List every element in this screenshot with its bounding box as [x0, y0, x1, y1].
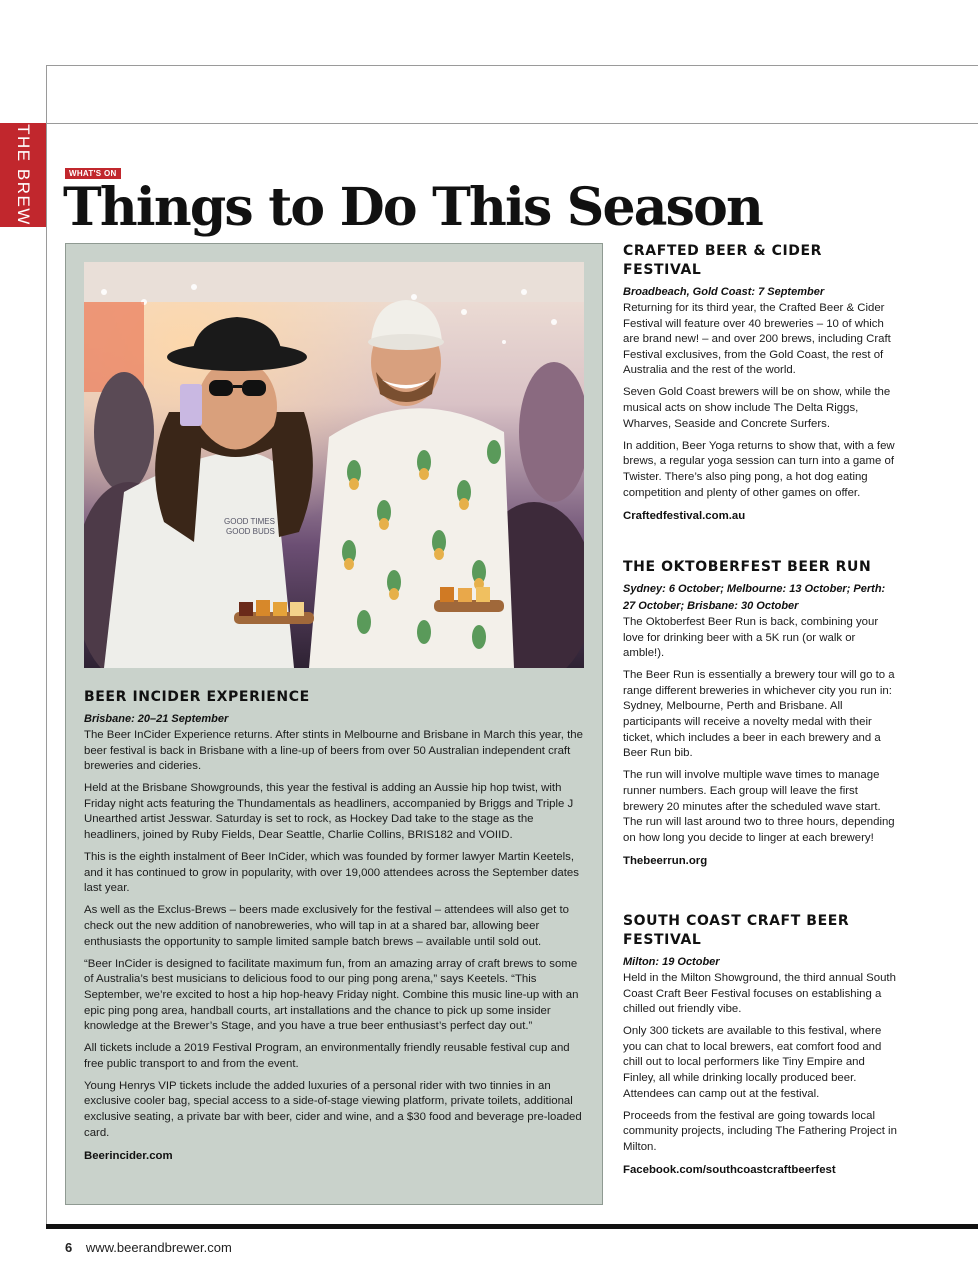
article-paragraph: The Oktoberfest Beer Run is back, combining your love for drinking beer with a 5K run (or walk or amble!). — [623, 616, 879, 660]
article-dates: Sydney: 6 October; Melbourne: 13 October; Perth: 27 October; Brisbane: 30 October — [623, 583, 886, 612]
article-url: Facebook.com/southcoastcraftbeerfest — [623, 1164, 836, 1177]
article-paragraph: Proceeds from the festival are going towards local community projects, including The Fathering Project in Milton. — [623, 1109, 897, 1153]
article-beer-incider — [84, 688, 586, 1164]
footer-rule — [46, 1224, 978, 1229]
article-url: Craftedfestival.com.au — [623, 509, 746, 522]
page-number: 6 — [65, 1240, 73, 1255]
footer-website: www.beerandbrewer.com — [85, 1240, 232, 1255]
kicker-label: WHAT'S ON — [65, 168, 121, 179]
article-paragraph: Held at the Brisbane Showgrounds, this year the festival is adding an Aussie hip hop twist, with Friday night acts featuring the Thundamentals as headliners, accompanied by Briggs and Triple J Unearthed artist Jesswar. Saturday is set to rock, as Hockey Dad take to the stage as the headliners, joined by Ruby Fields, Dear Seattle, Charlie Collins, BRIS182 and VOIID. — [84, 782, 574, 842]
page-title: Things to Do This Season — [63, 177, 763, 238]
article-paragraph: Held in the Milton Showground, the third annual South Coast Craft Beer Festival focuses on establishing a chilled out friendly vibe. — [623, 972, 896, 1016]
header-rule — [46, 123, 978, 124]
section-tab-label: THE BREW — [14, 124, 34, 226]
page-frame-left — [46, 65, 47, 1228]
festival-photo-illustration — [84, 262, 584, 668]
article-paragraph: Young Henrys VIP tickets include the added luxuries of a personal rider with two tinnies in an exclusive cooler bag, special access to a side-of-stage viewing platform, private toilets, additional exclusive seating, a private bar with beer, cider and wine, and a $30 food and beverage pre-loaded card. — [84, 1079, 582, 1139]
article-crafted-festival — [623, 242, 899, 524]
article-paragraph: The Beer InCider Experience returns. After stints in Melbourne and Brisbane in March this year, the beer festival is back in Brisbane with a line-up of beers from over 50 Australian independent craft breweries and cideries. — [84, 729, 583, 773]
article-paragraph: This is the eighth instalment of Beer InCider, which was founded by former lawyer Martin Keetels, and it has continued to grow in popularity, with over 19,000 attendees across the September dates last year. — [84, 851, 579, 895]
article-url: Beerincider.com — [84, 1149, 173, 1162]
top-rule — [46, 65, 978, 66]
article-url: Thebeerrun.org — [623, 854, 708, 867]
article-dates: Broadbeach, Gold Coast: 7 September — [623, 286, 825, 298]
article-paragraph: All tickets include a 2019 Festival Program, an environmentally friendly reusable festival cup and free public transport to and from the event. — [84, 1042, 570, 1070]
article-title: CRAFTED BEER & CIDER FESTIVAL — [623, 243, 823, 278]
article-paragraph: In addition, Beer Yoga returns to show that, with a few brews, a regular yoga session can turn into a game of Twister. There’s also ping pong, a hot dog eating competition and plenty of other games on offer. — [623, 439, 895, 499]
article-oktoberfest-run — [623, 558, 899, 869]
shirt-text-1: GOOD TIMES — [224, 517, 275, 526]
article-paragraph: The run will involve multiple wave times to manage runner numbers. Each group will leave the first brewery 20 minutes after the scheduled wave start. The run will last around two to three hours, depending on how long you decide to linger at each brewery! — [623, 769, 895, 844]
article-south-coast-festival — [623, 912, 899, 1178]
article-paragraph: Seven Gold Coast brewers will be on show, while the musical acts on show include The Delta Riggs, Wharves, Seaside and Concrete Surfers. — [623, 386, 891, 430]
article-dates: Brisbane: 20–21 September — [84, 713, 229, 725]
article-paragraph: Only 300 tickets are available to this festival, where you can chat to local brewers, eat comfort food and chill out to local performers like Tiny Empire and Finley, all while drinking locally produced beer. Attendees can camp out at the festival. — [623, 1025, 882, 1100]
article-dates: Milton: 19 October — [623, 956, 720, 968]
article-title: BEER INCIDER EXPERIENCE — [84, 689, 310, 705]
page-footer — [65, 1240, 232, 1255]
article-paragraph: The Beer Run is essentially a brewery tour will go to a range different breweries in whichever city you run in: Sydney, Melbourne, Perth and Brisbane. All participants will receive a novelty medal with their ticket, which includes a beer in each brewery and a Beer Run bib. — [623, 669, 895, 760]
article-paragraph: Returning for its third year, the Crafted Beer & Cider Festival will feature over 40 breweries – 10 of which are brand new! – and over 200 brews, including Craft Festival exclusives, from the Gold Coast, the rest of Australia and the rest of the world. — [623, 302, 891, 377]
article-title: THE OKTOBERFEST BEER RUN — [623, 559, 872, 575]
section-tab — [0, 123, 46, 227]
festival-photo — [84, 262, 584, 668]
article-paragraph: As well as the Exclus-Brews – beers made exclusively for the festival – attendees will also get to check out the new addition of nanobreweries, who will tap in at a shared bar, allowing beer enthusiasts the opportunity to sample limited sample batch brews – available until sold out. — [84, 904, 569, 948]
article-title: SOUTH COAST CRAFT BEER FESTIVAL — [623, 913, 850, 948]
article-paragraph: “Beer InCider is designed to facilitate maximum fun, from an amazing array of craft brews to some of Australia’s best musicians to delicious food to our ping pong arena,” says Keetels. “This September, we’re excited to host a hip hop-heavy Friday night. Combine this music line-up with an epic ping pong area, handball courts, art installations and the chance to pick up some insider knowledge at the Brewer’s Stage, and you have a true beer enthusiast’s perfect day out.” — [84, 957, 579, 1033]
shirt-text-2: GOOD BUDS — [226, 527, 275, 536]
